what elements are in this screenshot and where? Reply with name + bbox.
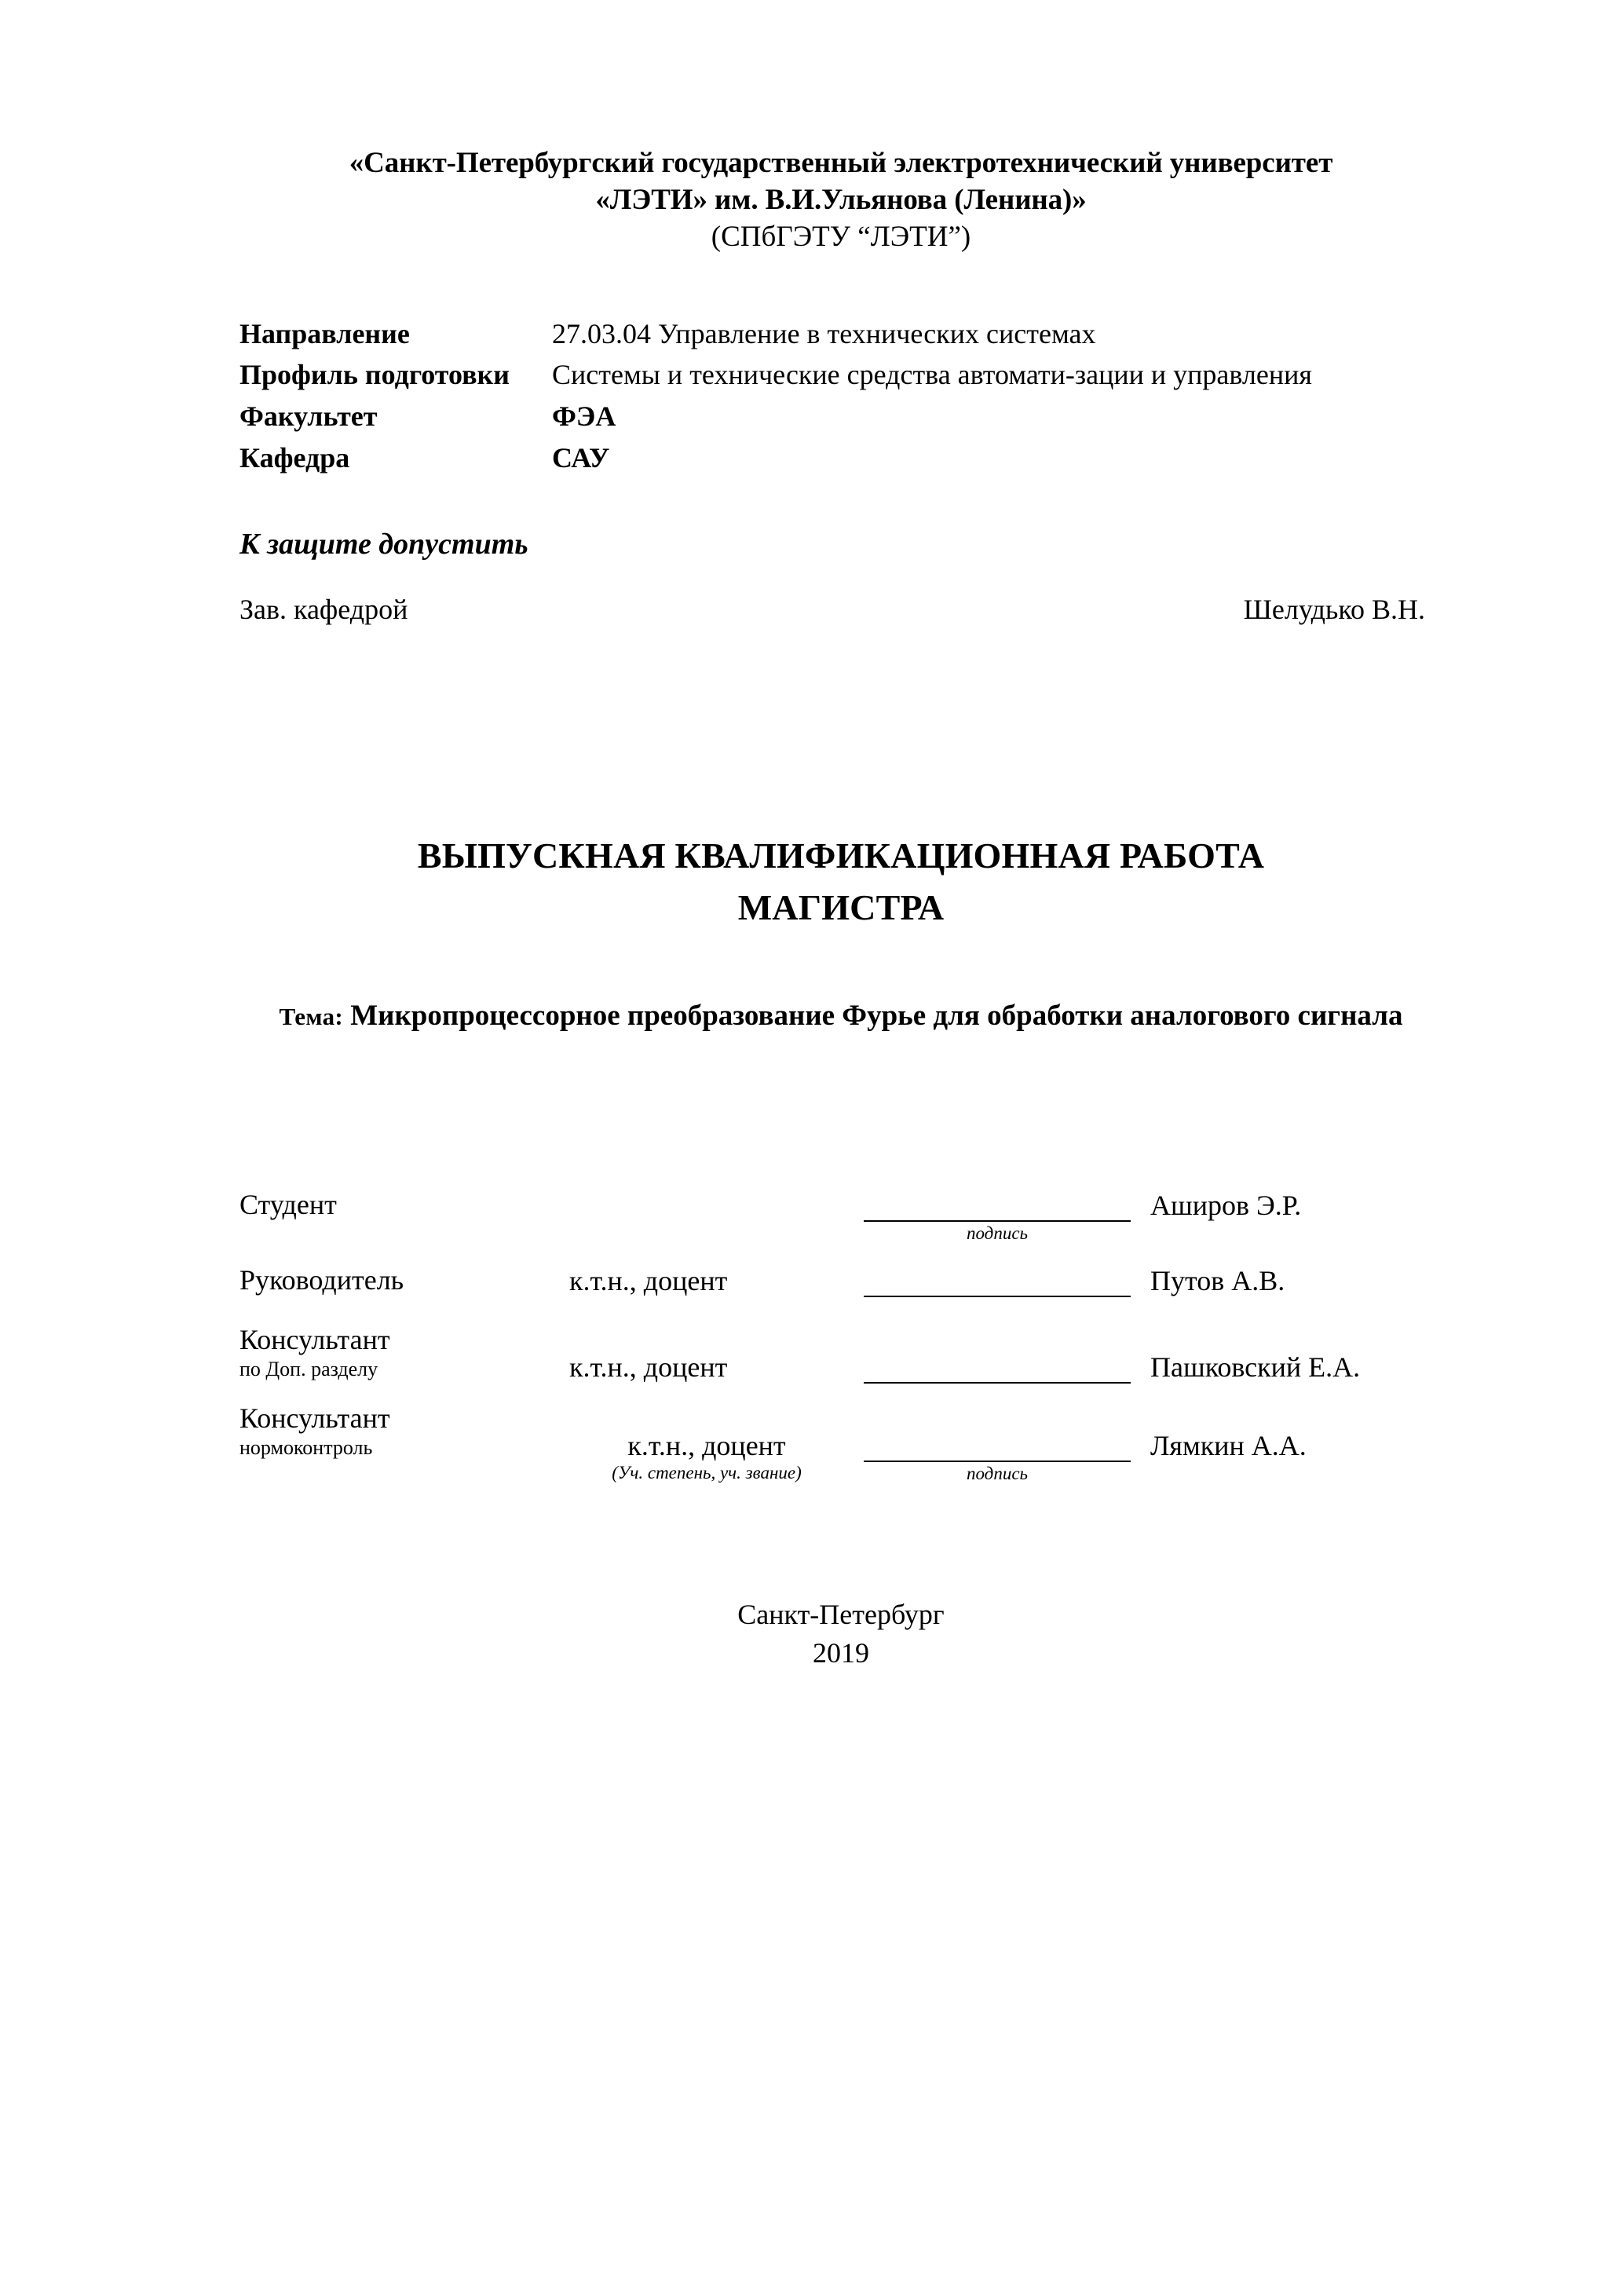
info-row-department	[239, 440, 1433, 477]
signature-line-consultant-norm	[844, 1402, 1150, 1484]
university-name-line-2: «ЛЭТИ» им. В.И.Ульянова (Ленина)»	[595, 183, 1087, 216]
footer-year: 2019	[813, 1636, 869, 1669]
info-label-direction: Направление	[239, 317, 410, 349]
signature-line-supervisor	[844, 1264, 1150, 1324]
info-label-profile: Профиль подготовки	[239, 359, 510, 391]
thesis-theme-prefix: Тема:	[279, 1003, 343, 1031]
university-abbreviation: (СПбГЭТУ “ЛЭТИ”)	[711, 221, 971, 254]
signature-underline	[864, 1429, 1131, 1462]
signature-role-sublabel: по Доп. разделу	[239, 1357, 378, 1380]
university-name-line-1: «Санкт-Петербургский государственный электротехнический университет	[349, 147, 1333, 179]
signature-name-student	[1150, 1189, 1480, 1264]
table-row	[239, 1189, 1480, 1264]
signature-line-student	[844, 1189, 1150, 1264]
signature-underline	[864, 1264, 1131, 1297]
program-info-block	[239, 316, 1433, 477]
signature-name-consultant-norm	[1150, 1402, 1480, 1484]
page-title-line-1: ВЫПУСКНАЯ КВАЛИФИКАЦИОННАЯ РАБОТА	[417, 835, 1265, 876]
signature-degree-label: к.т.н., доцент	[569, 1351, 728, 1384]
page-title-line-2: МАГИСТРА	[737, 887, 945, 928]
signature-name-consultant-extra	[1150, 1324, 1480, 1402]
info-row-profile	[239, 356, 1433, 393]
admission-row	[239, 593, 1425, 626]
signature-degree-consultant-norm	[569, 1402, 844, 1484]
signature-role-label: Консультант	[239, 1402, 390, 1435]
info-value-department: САУ	[552, 441, 610, 473]
document-footer	[208, 1596, 1474, 1672]
info-label-faculty: Факультет	[239, 400, 378, 433]
signature-role-consultant-norm	[239, 1402, 569, 1484]
signature-degree-note: (Уч. степень, уч. звание)	[612, 1463, 802, 1483]
signature-degree-consultant-extra	[569, 1324, 844, 1402]
signature-line-consultant-extra	[844, 1324, 1150, 1402]
admission-name: Шелудько В.Н.	[1243, 593, 1425, 625]
signature-degree-label: к.т.н., доцент	[569, 1265, 728, 1297]
info-label-department: Кафедра	[239, 441, 350, 473]
signature-person-name: Аширов Э.Р.	[1150, 1190, 1302, 1222]
table-row	[239, 1324, 1480, 1402]
signature-degree-supervisor	[569, 1264, 844, 1324]
footer-city: Санкт-Петербург	[737, 1599, 945, 1631]
info-value-direction: 27.03.04 Управление в технических системах	[552, 317, 1096, 349]
thesis-theme-text: Микропроцессорное преобразование Фурье для обработки аналогового сигнала	[343, 1000, 1403, 1033]
signature-degree-student	[569, 1189, 844, 1264]
university-header	[208, 145, 1474, 256]
thesis-theme	[208, 997, 1474, 1035]
signature-underline	[864, 1189, 1131, 1222]
info-row-direction	[239, 316, 1433, 353]
signature-table	[239, 1189, 1480, 1484]
table-row	[239, 1402, 1480, 1484]
signature-role-label: Консультант	[239, 1324, 390, 1356]
signature-role-student	[239, 1189, 569, 1264]
signature-role-label: Руководитель	[239, 1264, 404, 1296]
info-row-faculty	[239, 398, 1433, 435]
signature-role-supervisor	[239, 1264, 569, 1324]
signature-person-name: Путов А.В.	[1150, 1265, 1285, 1297]
signature-underline	[864, 1351, 1131, 1384]
page-title	[208, 830, 1474, 934]
signature-person-name: Пашковский Е.А.	[1150, 1351, 1361, 1384]
admission-heading: К защите допустить	[239, 527, 528, 561]
signature-role-consultant-extra	[239, 1324, 569, 1402]
signature-person-name: Лямкин А.А.	[1150, 1430, 1307, 1462]
signature-name-supervisor	[1150, 1264, 1480, 1324]
signature-caption: подпись	[966, 1464, 1028, 1484]
info-value-profile: Системы и технические средства автомати-зации и управления	[552, 359, 1312, 391]
signature-caption: подпись	[966, 1223, 1028, 1244]
signature-role-label: Студент	[239, 1189, 337, 1221]
admission-role: Зав. кафедрой	[239, 593, 408, 625]
signature-degree-label: к.т.н., доцент	[627, 1430, 786, 1462]
table-row	[239, 1264, 1480, 1324]
signature-role-sublabel: нормоконтроль	[239, 1435, 373, 1459]
info-value-faculty: ФЭА	[552, 400, 616, 433]
